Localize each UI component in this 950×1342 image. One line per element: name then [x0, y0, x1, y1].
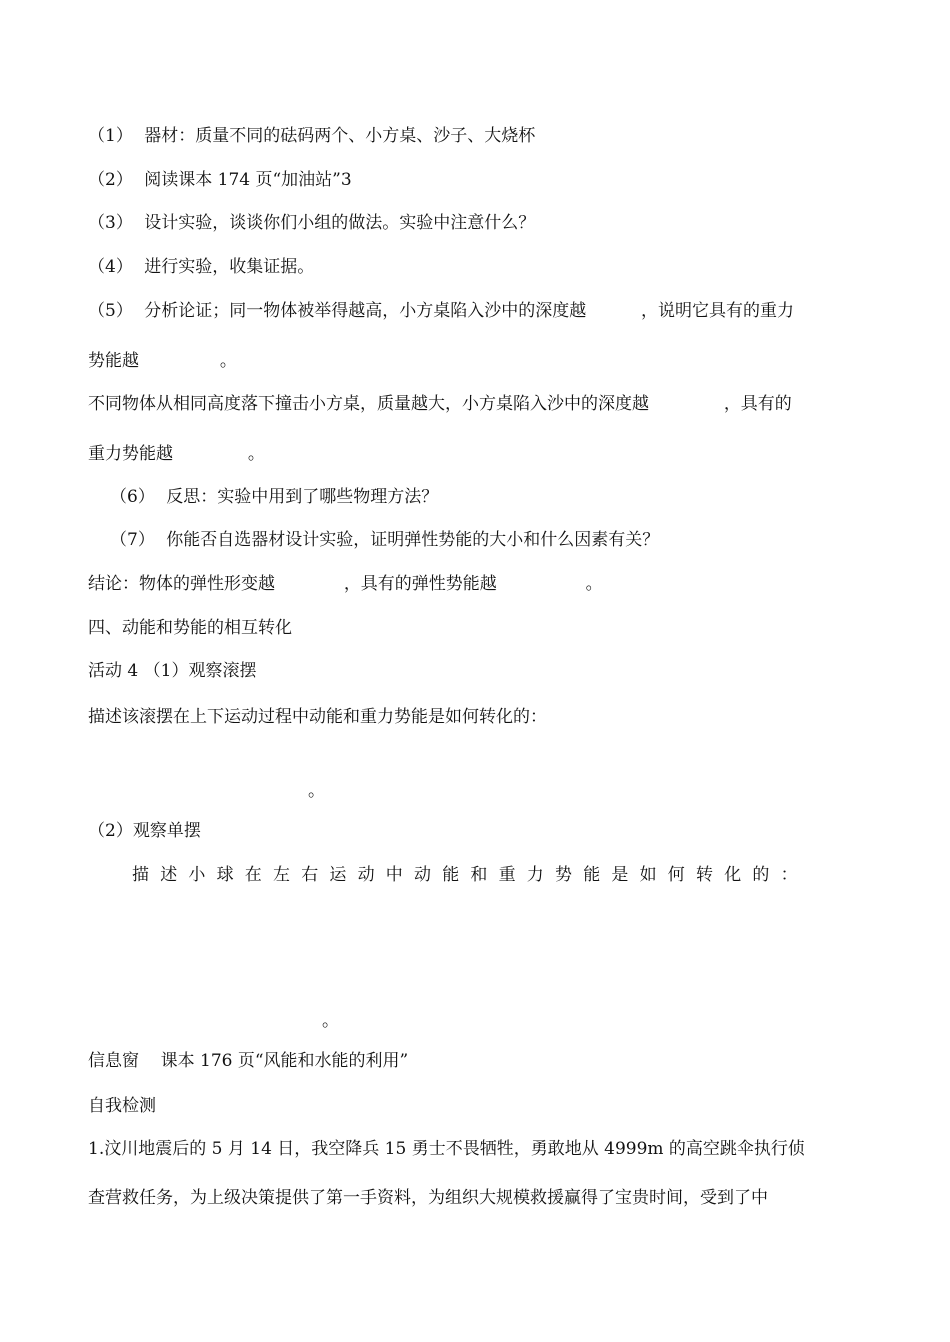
question-text: 查营救任务，为上级决策提供了第一手资料，为组织大规模救援赢得了宝贵时间，受到了中 [88, 1188, 768, 1208]
paragraph-text: 重力势能越 [88, 444, 173, 464]
step-text: 分析论证；同一物体被举得越高，小方桌陷入沙中的深度越 [144, 301, 587, 321]
activity-heading: 活动 4 （1）观察滚摆 [88, 661, 257, 681]
step-number: （7） [110, 530, 155, 550]
step-text: 反思：实验中用到了哪些物理方法？ [166, 487, 439, 507]
paragraph-text: ，具有的 [723, 394, 792, 414]
mass-comparison-continuation [88, 443, 265, 465]
step-number: （1） [88, 126, 133, 146]
step-reflection [110, 486, 438, 508]
paragraph-text: ，具有的弹性势能越 [343, 574, 497, 594]
step-text: 设计实验，谈谈你们小组的做法。实验中注意什么？ [144, 213, 536, 233]
answer-end-mark: 。 [308, 781, 325, 801]
activity-subheading: （2）观察单摆 [88, 821, 201, 841]
paragraph-text: 。 [247, 444, 265, 464]
step-analysis [88, 300, 794, 322]
step-number: （6） [110, 487, 155, 507]
step-text: ，说明它具有的重力 [641, 301, 795, 321]
step-text: 进行实验，收集证据。 [144, 257, 315, 277]
step-materials [88, 125, 535, 147]
step-number: （3） [88, 213, 133, 233]
conclusion [88, 573, 603, 595]
simple-pendulum-question: 描述小球在左右运动中动能和重力势能是如何转化的： [132, 865, 809, 885]
paragraph-text: 不同物体从相同高度落下撞击小方桌，质量越大，小方桌陷入沙中的深度越 [88, 394, 649, 414]
paragraph-text: 势能越 [88, 351, 139, 371]
rolling-pendulum-question: 描述该滚摆在上下运动过程中动能和重力势能是如何转化的： [88, 707, 547, 727]
question-text: 1.汶川地震后的 5 月 14 日，我空降兵 15 勇士不畏牺牲，勇敢地从 4999m 的高空跳伞执行侦 [88, 1139, 805, 1159]
step-number: （2） [88, 170, 133, 190]
mass-comparison [88, 393, 792, 415]
step-text: 阅读课本 174 页“加油站”3 [144, 170, 352, 190]
info-window: 信息窗 课本 176 页“风能和水能的利用” [88, 1051, 409, 1071]
step-text: 器材：质量不同的砝码两个、小方桌、沙子、大烧杯 [144, 126, 536, 146]
section-heading: 四、动能和势能的相互转化 [88, 618, 292, 638]
step-number: （5） [88, 301, 133, 321]
step-reading [88, 169, 352, 191]
step-text: 你能否自选器材设计实验，证明弹性势能的大小和什么因素有关？ [166, 530, 660, 550]
step-design [88, 212, 535, 234]
paragraph-text: 结论：物体的弹性形变越 [88, 574, 275, 594]
analysis-continuation [88, 350, 237, 372]
step-elastic-design [110, 529, 659, 551]
self-check-heading: 自我检测 [88, 1096, 156, 1116]
step-number: （4） [88, 257, 133, 277]
step-experiment [88, 256, 314, 278]
paragraph-text: 。 [585, 574, 603, 594]
answer-end-mark: 。 [322, 1011, 339, 1031]
paragraph-text: 。 [219, 351, 237, 371]
